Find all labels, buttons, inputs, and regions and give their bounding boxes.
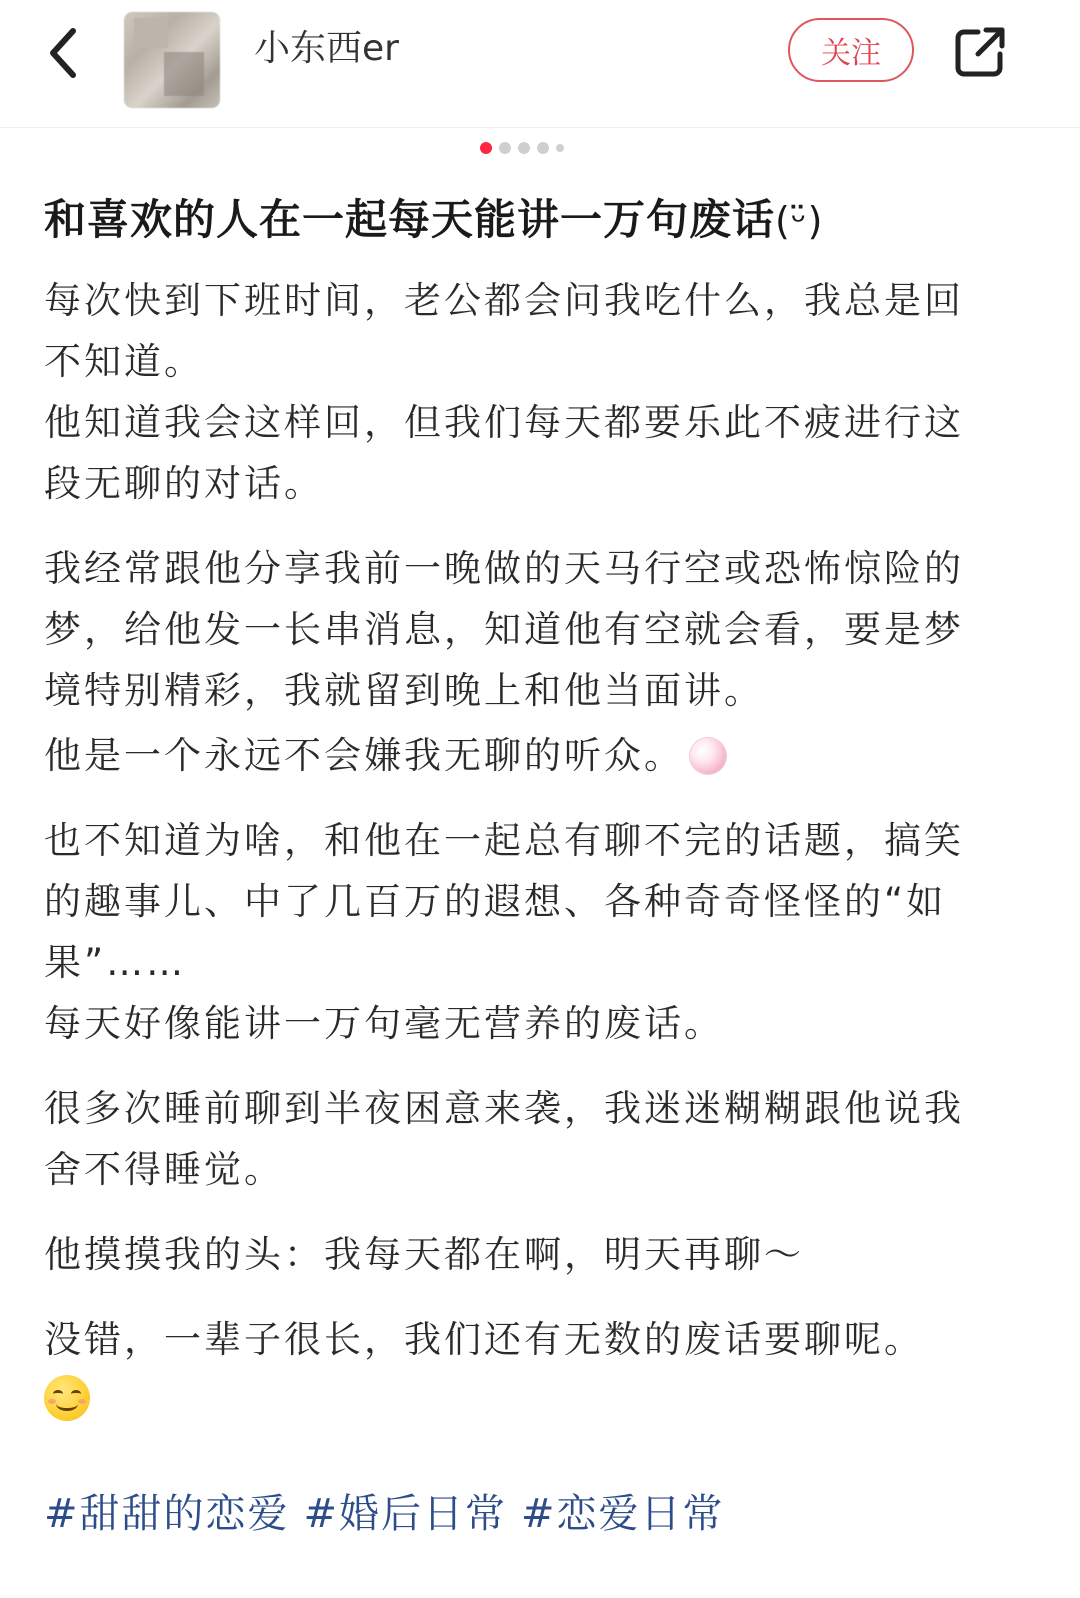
paragraph: 也不知道为啥，和他在一起总有聊不完的话题，搞笑的趣事儿、中了几百万的遐想、各种奇奇怪怪的“如果”…… (44, 819, 964, 984)
paragraph: 他是一个永远不会嫌我无聊的听众。 (44, 734, 684, 777)
chevron-left-icon (43, 23, 83, 83)
carousel-dot (499, 142, 511, 154)
back-button[interactable] (28, 18, 98, 88)
paragraph: 没错，一辈子很长，我们还有无数的废话要聊呢。 (44, 1318, 924, 1361)
post-body (44, 270, 994, 1431)
hashtag-link[interactable]: #恋爱日常 (521, 1491, 725, 1537)
title-emoticon: (ᵕ̈) (775, 199, 824, 243)
smiling-face-emoji (44, 1375, 90, 1421)
post-title-text: 和喜欢的人在一起每天能讲一万句废话 (44, 195, 776, 244)
carousel-dot (537, 142, 549, 154)
paragraph: 我经常跟他分享我前一晚做的天马行空或恐怖惊险的梦，给他发一长串消息，知道他有空就会看，要是梦境特别精彩，我就留到晚上和他当面讲。 (44, 547, 964, 712)
post-title (44, 190, 1044, 251)
hashtag-link[interactable]: #甜甜的恋爱 (44, 1491, 290, 1537)
carousel-dot (556, 144, 564, 152)
username[interactable]: 小东西er (254, 28, 399, 69)
paragraph: 他知道我会这样回，但我们每天都要乐此不疲进行这段无聊的对话。 (44, 401, 964, 505)
paragraph: 每次快到下班时间，老公都会问我吃什么，我总是回不知道。 (44, 279, 964, 383)
pearl-emoji (690, 738, 726, 774)
hashtag-list (44, 1486, 725, 1542)
hashtag-link[interactable]: #婚后日常 (303, 1491, 508, 1537)
paragraph: 很多次睡前聊到半夜困意来袭，我迷迷糊糊跟他说我舍不得睡觉。 (44, 1087, 964, 1191)
carousel-indicator (480, 141, 564, 155)
avatar[interactable] (124, 12, 220, 108)
paragraph-with-emoji (44, 725, 994, 786)
share-button[interactable] (946, 18, 1014, 86)
carousel-dot (518, 142, 530, 154)
share-arrow-icon (952, 24, 1008, 80)
carousel-dot-active (480, 142, 492, 154)
emoji-line (44, 1370, 994, 1431)
top-bar (0, 0, 1080, 128)
paragraph: 他摸摸我的头：我每天都在啊，明天再聊～ (44, 1233, 804, 1276)
follow-button[interactable]: 关注 (788, 18, 914, 82)
paragraph: 每天好像能讲一万句毫无营养的废话。 (44, 1002, 724, 1045)
